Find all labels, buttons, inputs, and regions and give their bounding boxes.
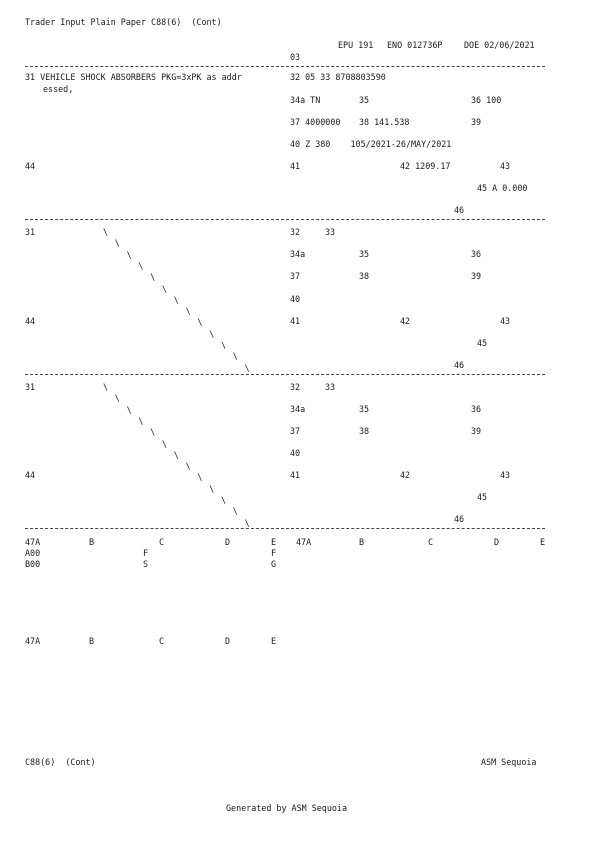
box-41: 41 [290, 316, 301, 326]
divider [25, 66, 545, 67]
box-44: 44 [25, 316, 36, 326]
tax-col-c: C [159, 636, 165, 646]
box-03: 03 [290, 52, 301, 62]
tax-col-b: B [359, 537, 365, 547]
box-41: 41 [290, 470, 301, 480]
slash-mark: \ [173, 294, 179, 305]
slash-mark: \ [244, 362, 250, 373]
doe-field: DOE 02/06/2021 [464, 40, 535, 50]
box-39: 39 [471, 426, 482, 436]
footer-form-ref: C88(6) (Cont) [25, 757, 96, 767]
tax-col-e: E [271, 537, 277, 547]
slash-mark: \ [103, 227, 109, 237]
tax-col-d: D [494, 537, 500, 547]
slash-mark: \ [185, 306, 191, 317]
box-40: 40 [290, 448, 301, 458]
box-39: 39 [471, 271, 482, 281]
slash-mark: \ [114, 393, 120, 404]
box-46: 46 [454, 514, 465, 524]
box-32: 32 [290, 382, 301, 392]
tax-col-g: G [271, 559, 277, 569]
box-33: 33 [325, 227, 336, 237]
slash-mark: \ [197, 472, 203, 483]
slash-mark: \ [138, 415, 144, 426]
slash-mark: \ [138, 260, 144, 271]
box-36: 36 [471, 249, 482, 259]
box-35: 35 [359, 95, 370, 105]
box-45: 45 [477, 338, 488, 348]
slash-mark: \ [221, 495, 227, 505]
box-31-description: 31 VEHICLE SHOCK ABSORBERS PKG=3xPK as addr [25, 72, 242, 82]
box-46: 46 [454, 360, 465, 370]
slash-mark: \ [232, 506, 238, 517]
tax-col-e: E [540, 537, 546, 547]
tax-col-47a: 47A [296, 537, 312, 547]
box-43: 43 [500, 161, 511, 171]
slash-mark: \ [162, 283, 168, 294]
box-34a: 34a [290, 404, 306, 414]
divider [25, 219, 545, 220]
box-34a: 34a [290, 249, 306, 259]
box-38: 38 [359, 426, 370, 436]
box-32: 32 [290, 227, 301, 237]
slash-mark: \ [126, 404, 132, 415]
box-39: 39 [471, 117, 482, 127]
box-40: 40 [290, 294, 301, 304]
slash-mark: \ [197, 317, 203, 328]
tax-col-47a: 47A [25, 636, 41, 646]
tax-col-f: F [271, 548, 277, 558]
slash-mark: \ [126, 249, 132, 260]
box-32-commodity: 32 05 33 8708803590 [290, 72, 386, 82]
slash-mark: \ [185, 461, 191, 472]
box-36: 36 [471, 404, 482, 414]
slash-mark: \ [114, 238, 120, 249]
divider [25, 374, 545, 375]
box-33: 33 [325, 382, 336, 392]
box-40: 40 Z 380 105/2021-26/MAY/2021 [290, 139, 452, 149]
box-44: 44 [25, 161, 36, 171]
eno-field: ENO 012736P [387, 40, 443, 50]
tax-col-47a: 47A [25, 537, 41, 547]
box-41: 41 [290, 161, 301, 171]
slash-mark: \ [209, 328, 215, 339]
box-34a: 34a TN [290, 95, 321, 105]
box-31: 31 [25, 227, 36, 237]
slash-mark: \ [232, 351, 238, 362]
box-45: 45 A 0.000 [477, 183, 528, 193]
box-36: 36 100 [471, 95, 502, 105]
epu-field: EPU 191 [338, 40, 374, 50]
slash-mark: \ [150, 427, 156, 438]
tax-line-a00: A00 [25, 548, 41, 558]
form-title: Trader Input Plain Paper C88(6) (Cont) [25, 17, 222, 27]
footer-software: ASM Sequoia [481, 757, 537, 767]
box-42: 42 [400, 470, 411, 480]
tax-col-c: C [159, 537, 165, 547]
slash-mark: \ [162, 438, 168, 449]
box-37: 37 [290, 426, 301, 436]
box-44: 44 [25, 470, 36, 480]
tax-col-b: B [89, 636, 95, 646]
tax-col-b: B [89, 537, 95, 547]
tax-col-d: D [225, 636, 231, 646]
box-38: 38 141.538 [359, 117, 410, 127]
box-31-description-cont: essed, [43, 84, 74, 94]
tax-col-s: S [143, 559, 149, 569]
tax-line-b00: B00 [25, 559, 41, 569]
box-46: 46 [454, 205, 465, 215]
slash-mark: \ [221, 340, 227, 350]
slash-mark: \ [103, 382, 109, 392]
box-43: 43 [500, 470, 511, 480]
tax-col-d: D [225, 537, 231, 547]
tax-col-e: E [271, 636, 277, 646]
tax-col-f: F [143, 548, 149, 558]
box-42: 42 [400, 316, 411, 326]
slash-mark: \ [150, 272, 156, 283]
box-37: 37 [290, 271, 301, 281]
box-35: 35 [359, 404, 370, 414]
slash-mark: \ [209, 483, 215, 494]
box-43: 43 [500, 316, 511, 326]
tax-col-c: C [428, 537, 434, 547]
box-45: 45 [477, 492, 488, 502]
box-38: 38 [359, 271, 370, 281]
divider [25, 528, 545, 529]
slash-mark: \ [244, 517, 250, 528]
box-37: 37 4000000 [290, 117, 341, 127]
box-42: 42 1209.17 [400, 161, 451, 171]
box-35: 35 [359, 249, 370, 259]
generated-by: Generated by ASM Sequoia [226, 803, 348, 813]
slash-mark: \ [173, 449, 179, 460]
box-31: 31 [25, 382, 36, 392]
